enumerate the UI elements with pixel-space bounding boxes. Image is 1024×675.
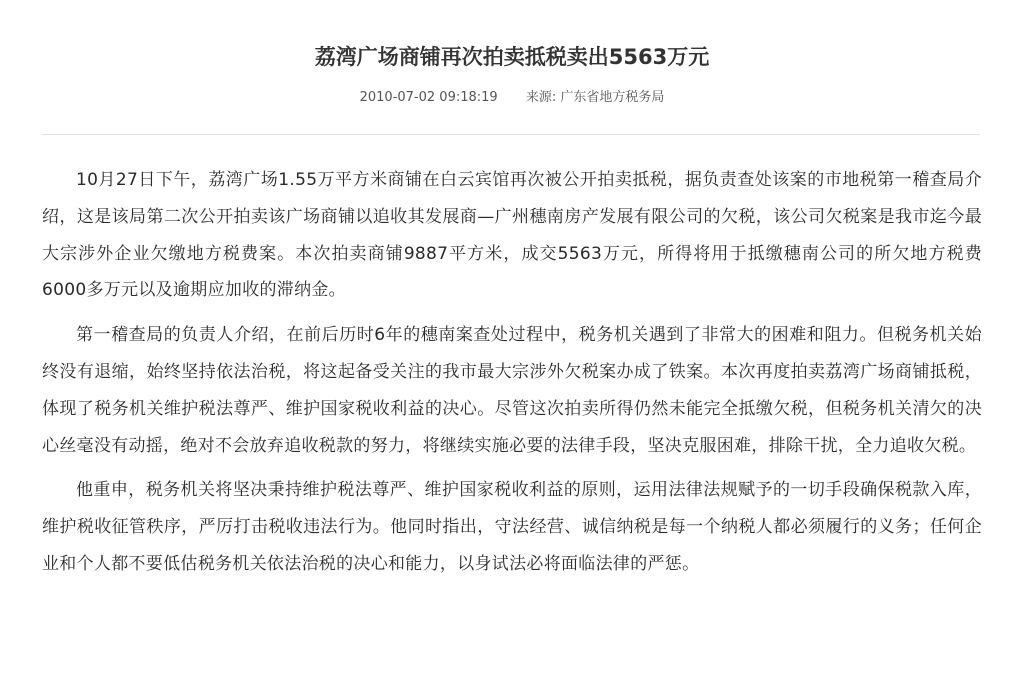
publish-datetime: 2010-07-02 09:18:19 xyxy=(359,90,498,105)
header-divider xyxy=(42,134,980,135)
paragraph: 他重申，税务机关将坚决秉持维护税法尊严、维护国家税收利益的原则，运用法律法规赋予的一切手段确保税款入库，维护税收征管秩序，严厉打击税收违法行为。他同时指出，守法经营、诚信纳税是每一个纳税人都必须履行的义务；任何企业和个人都不要低估税务机关依法治税的决心和能力，以身试法必将面临法律的严惩。 xyxy=(42,480,982,574)
article-title: 荔湾广场商铺再次拍卖抵税卖出5563万元 xyxy=(314,45,710,69)
paragraph: 第一稽查局的负责人介绍，在前后历时6年的穗南案查处过程中，税务机关遇到了非常大的困难和阻力。但税务机关始终没有退缩，始终坚持依法治税，将这起备受关注的我市最大宗涉外欠税案办成了铁案。本次再度拍卖荔湾广场商铺抵税，体现了税务机关维护税法尊严、维护国家税收利益的决心。尽管这次拍卖所得仍然未能完全抵缴欠税，但税务机关清欠的决心丝毫没有动摇，绝对不会放弃追收税款的努力，将继续实施必要的法律手段，坚决克服困难，排除干扰，全力追收欠税。 xyxy=(42,325,982,456)
article-meta xyxy=(0,89,1024,107)
source-name: 广东省地方税务局 xyxy=(560,90,665,105)
source-label: 来源: xyxy=(525,90,557,105)
article-body xyxy=(42,162,982,591)
paragraph: 10月27日下午，荔湾广场1.55万平方米商铺在白云宾馆再次被公开拍卖抵税，据负责查处该案的市地税第一稽查局介绍，这是该局第二次公开拍卖该广场商铺以追收其发展商—广州穗南房产发展有限公司的欠税，该公司欠税案是我市迄今最大宗涉外企业欠缴地方税费案。本次拍卖商铺9887平方米，成交5563万元，所得将用于抵缴穗南公司的所欠地方税费6000多万元以及逾期应加收的滞纳金。 xyxy=(42,170,982,301)
